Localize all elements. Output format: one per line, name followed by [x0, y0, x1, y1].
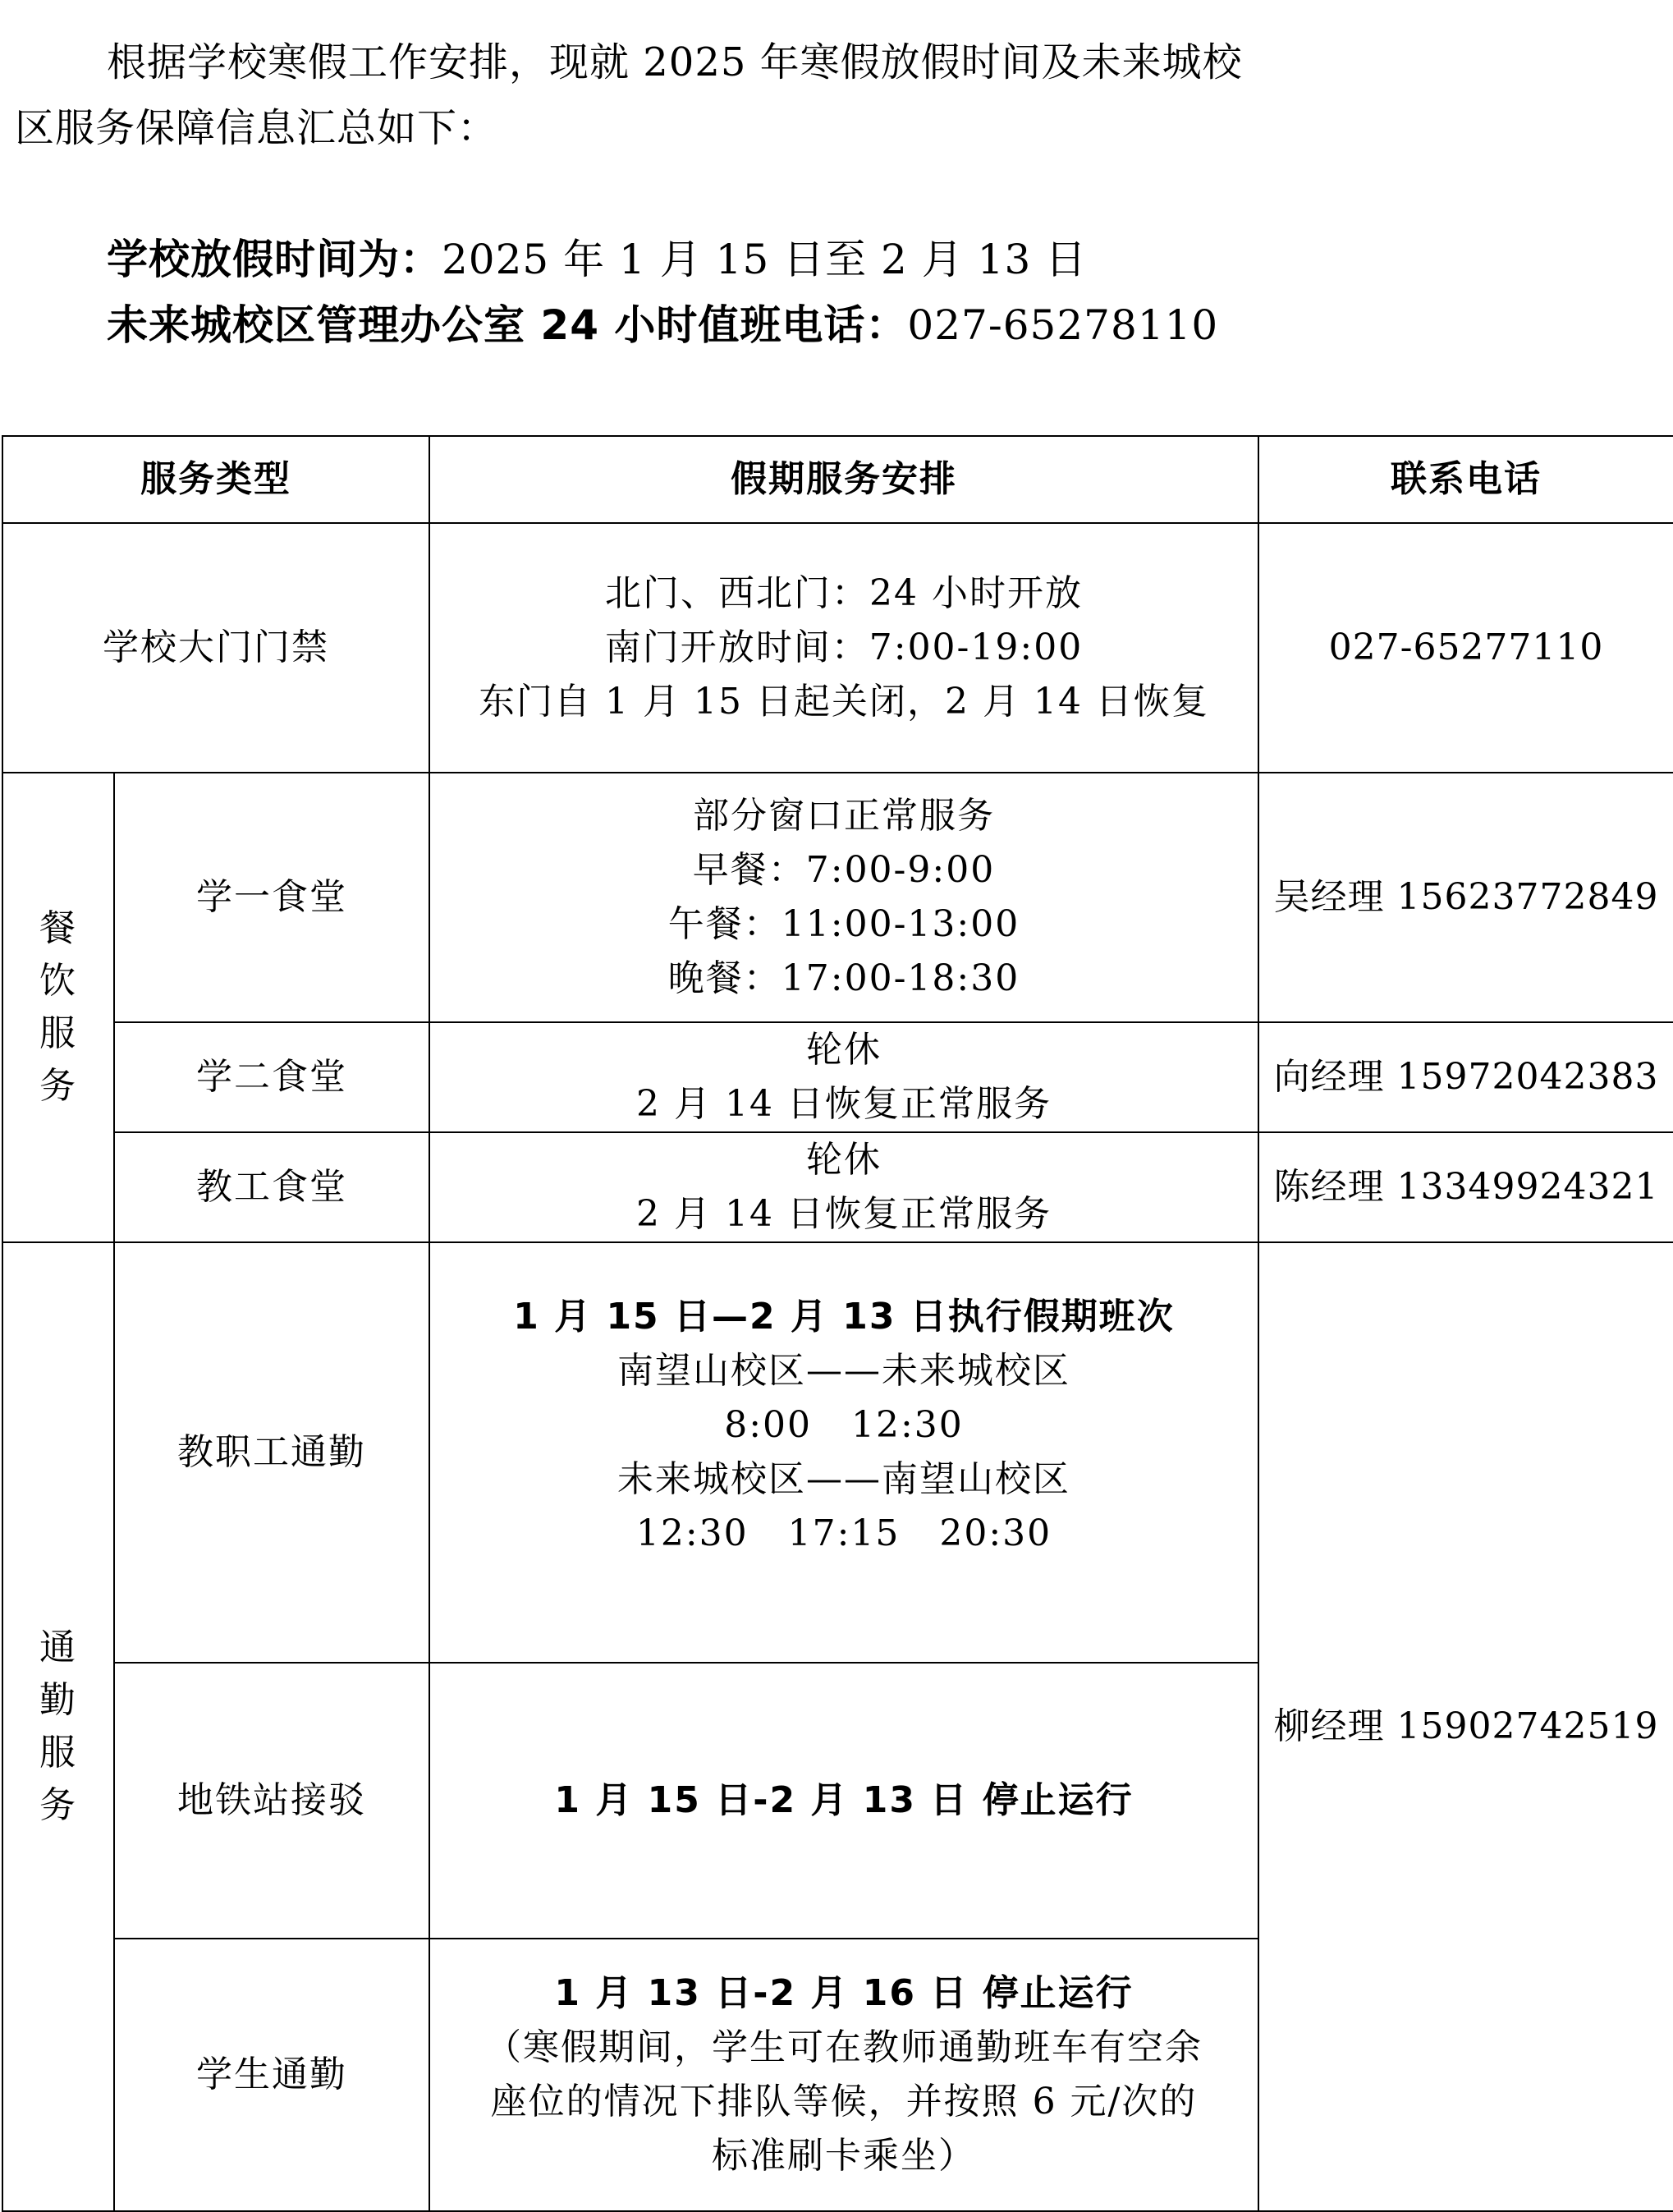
dining-char-2: 饮: [39, 960, 77, 1002]
table-header-row: [2, 436, 1673, 523]
table-row-gate: [2, 523, 1673, 773]
gate-type: 学校大门门禁: [2, 523, 429, 773]
staff-commute-line-4: 12:30 17:15 20:30: [635, 1512, 1052, 1554]
gate-line-1: 北门、西北门：24 小时开放: [605, 572, 1083, 614]
canteen-3-name: 教工食堂: [114, 1132, 429, 1242]
holiday-label: 学校放假时间为：: [107, 236, 442, 283]
service-table: [2, 435, 1673, 2212]
dining-group-label: [2, 773, 114, 1242]
duty-value: 027-65278110: [907, 301, 1219, 349]
gate-line-3: 东门自 1 月 15 日起关闭，2 月 14 日恢复: [479, 681, 1209, 723]
duty-label: 未来城校区管理办公室 24 小时值班电话：: [107, 301, 908, 349]
commute-char-4: 务: [39, 1784, 77, 1826]
canteen-1-arrangement: [429, 773, 1258, 1022]
canteen-1-name: 学一食堂: [114, 773, 429, 1022]
dining-char-3: 服: [39, 1012, 77, 1054]
commute-char-3: 服: [39, 1732, 77, 1774]
staff-commute-line-1: 南望山校区——未来城校区: [617, 1350, 1070, 1392]
table-row-canteen-3: [2, 1132, 1673, 1242]
metro-shuttle-name: 地铁站接驳: [114, 1663, 429, 1939]
commute-char-1: 通: [39, 1627, 77, 1668]
student-commute-line-1: （寒假期间，学生可在教师通勤班车有空余: [485, 2026, 1203, 2068]
student-commute-title: 1 月 13 日-2 月 16 日 停止运行: [554, 1972, 1134, 2014]
canteen-3-line-2: 2 月 14 日恢复正常服务: [636, 1193, 1052, 1235]
canteen-1-line-3: 午餐：11:00-13:00: [667, 903, 1020, 945]
table-row-staff-commute: [2, 1242, 1673, 1663]
staff-commute-line-3: 未来城校区——南望山校区: [617, 1458, 1070, 1500]
student-commute-line-3: 标准刷卡乘坐）: [712, 2135, 976, 2177]
canteen-2-line-2: 2 月 14 日恢复正常服务: [636, 1083, 1052, 1125]
canteen-2-name: 学二食堂: [114, 1022, 429, 1132]
canteen-2-arrangement: [429, 1022, 1258, 1132]
intro-line-2: 区服务保障信息汇总如下：: [15, 105, 498, 151]
staff-commute-title: 1 月 15 日—2 月 13 日执行假期班次: [513, 1296, 1175, 1338]
duty-phone: [107, 292, 1218, 358]
student-commute-line-2: 座位的情况下排队等候，并按照 6 元/次的: [490, 2081, 1198, 2123]
intro-paragraph: [15, 30, 1657, 161]
canteen-1-line-1: 部分窗口正常服务: [693, 795, 995, 837]
canteen-1-line-4: 晚餐：17:00-18:30: [667, 957, 1020, 999]
table-row-canteen-2: [2, 1022, 1673, 1132]
gate-arrangement: [429, 523, 1258, 773]
gate-line-2: 南门开放时间：7:00-19:00: [604, 626, 1084, 668]
gate-phone: 027-65277110: [1258, 523, 1673, 773]
header-service-type: 服务类型: [2, 436, 429, 523]
canteen-2-phone: 向经理 15972042383: [1258, 1022, 1673, 1132]
staff-commute-arrangement: [429, 1242, 1258, 1663]
canteen-1-phone: 吴经理 15623772849: [1258, 773, 1673, 1022]
staff-commute-name: 教职工通勤: [114, 1242, 429, 1663]
commute-group-label: [2, 1242, 114, 2211]
holiday-value: 2025 年 1 月 15 日至 2 月 13 日: [442, 236, 1088, 283]
header-phone: 联系电话: [1258, 436, 1673, 523]
canteen-3-line-1: 轮休: [806, 1139, 882, 1181]
dining-char-4: 务: [39, 1065, 77, 1107]
student-commute-name: 学生通勤: [114, 1939, 429, 2211]
intro-line-1: 根据学校寒假工作安排，现就 2025 年寒假放假时间及未来城校: [107, 39, 1243, 85]
canteen-1-line-2: 早餐：7:00-9:00: [692, 849, 996, 891]
dining-char-1: 餐: [39, 907, 77, 949]
canteen-3-phone: 陈经理 13349924321: [1258, 1132, 1673, 1242]
student-commute-arrangement: [429, 1939, 1258, 2211]
header-arrangement: 假期服务安排: [429, 436, 1258, 523]
commute-char-2: 勤: [39, 1679, 77, 1721]
commute-phone: 柳经理 15902742519: [1258, 1242, 1673, 2211]
canteen-3-arrangement: [429, 1132, 1258, 1242]
canteen-2-line-1: 轮休: [806, 1029, 882, 1071]
metro-shuttle-arrangement: 1 月 15 日-2 月 13 日 停止运行: [429, 1663, 1258, 1939]
holiday-dates: [107, 227, 1087, 292]
staff-commute-line-2: 8:00 12:30: [724, 1404, 964, 1446]
table-row-canteen-1: [2, 773, 1673, 1022]
